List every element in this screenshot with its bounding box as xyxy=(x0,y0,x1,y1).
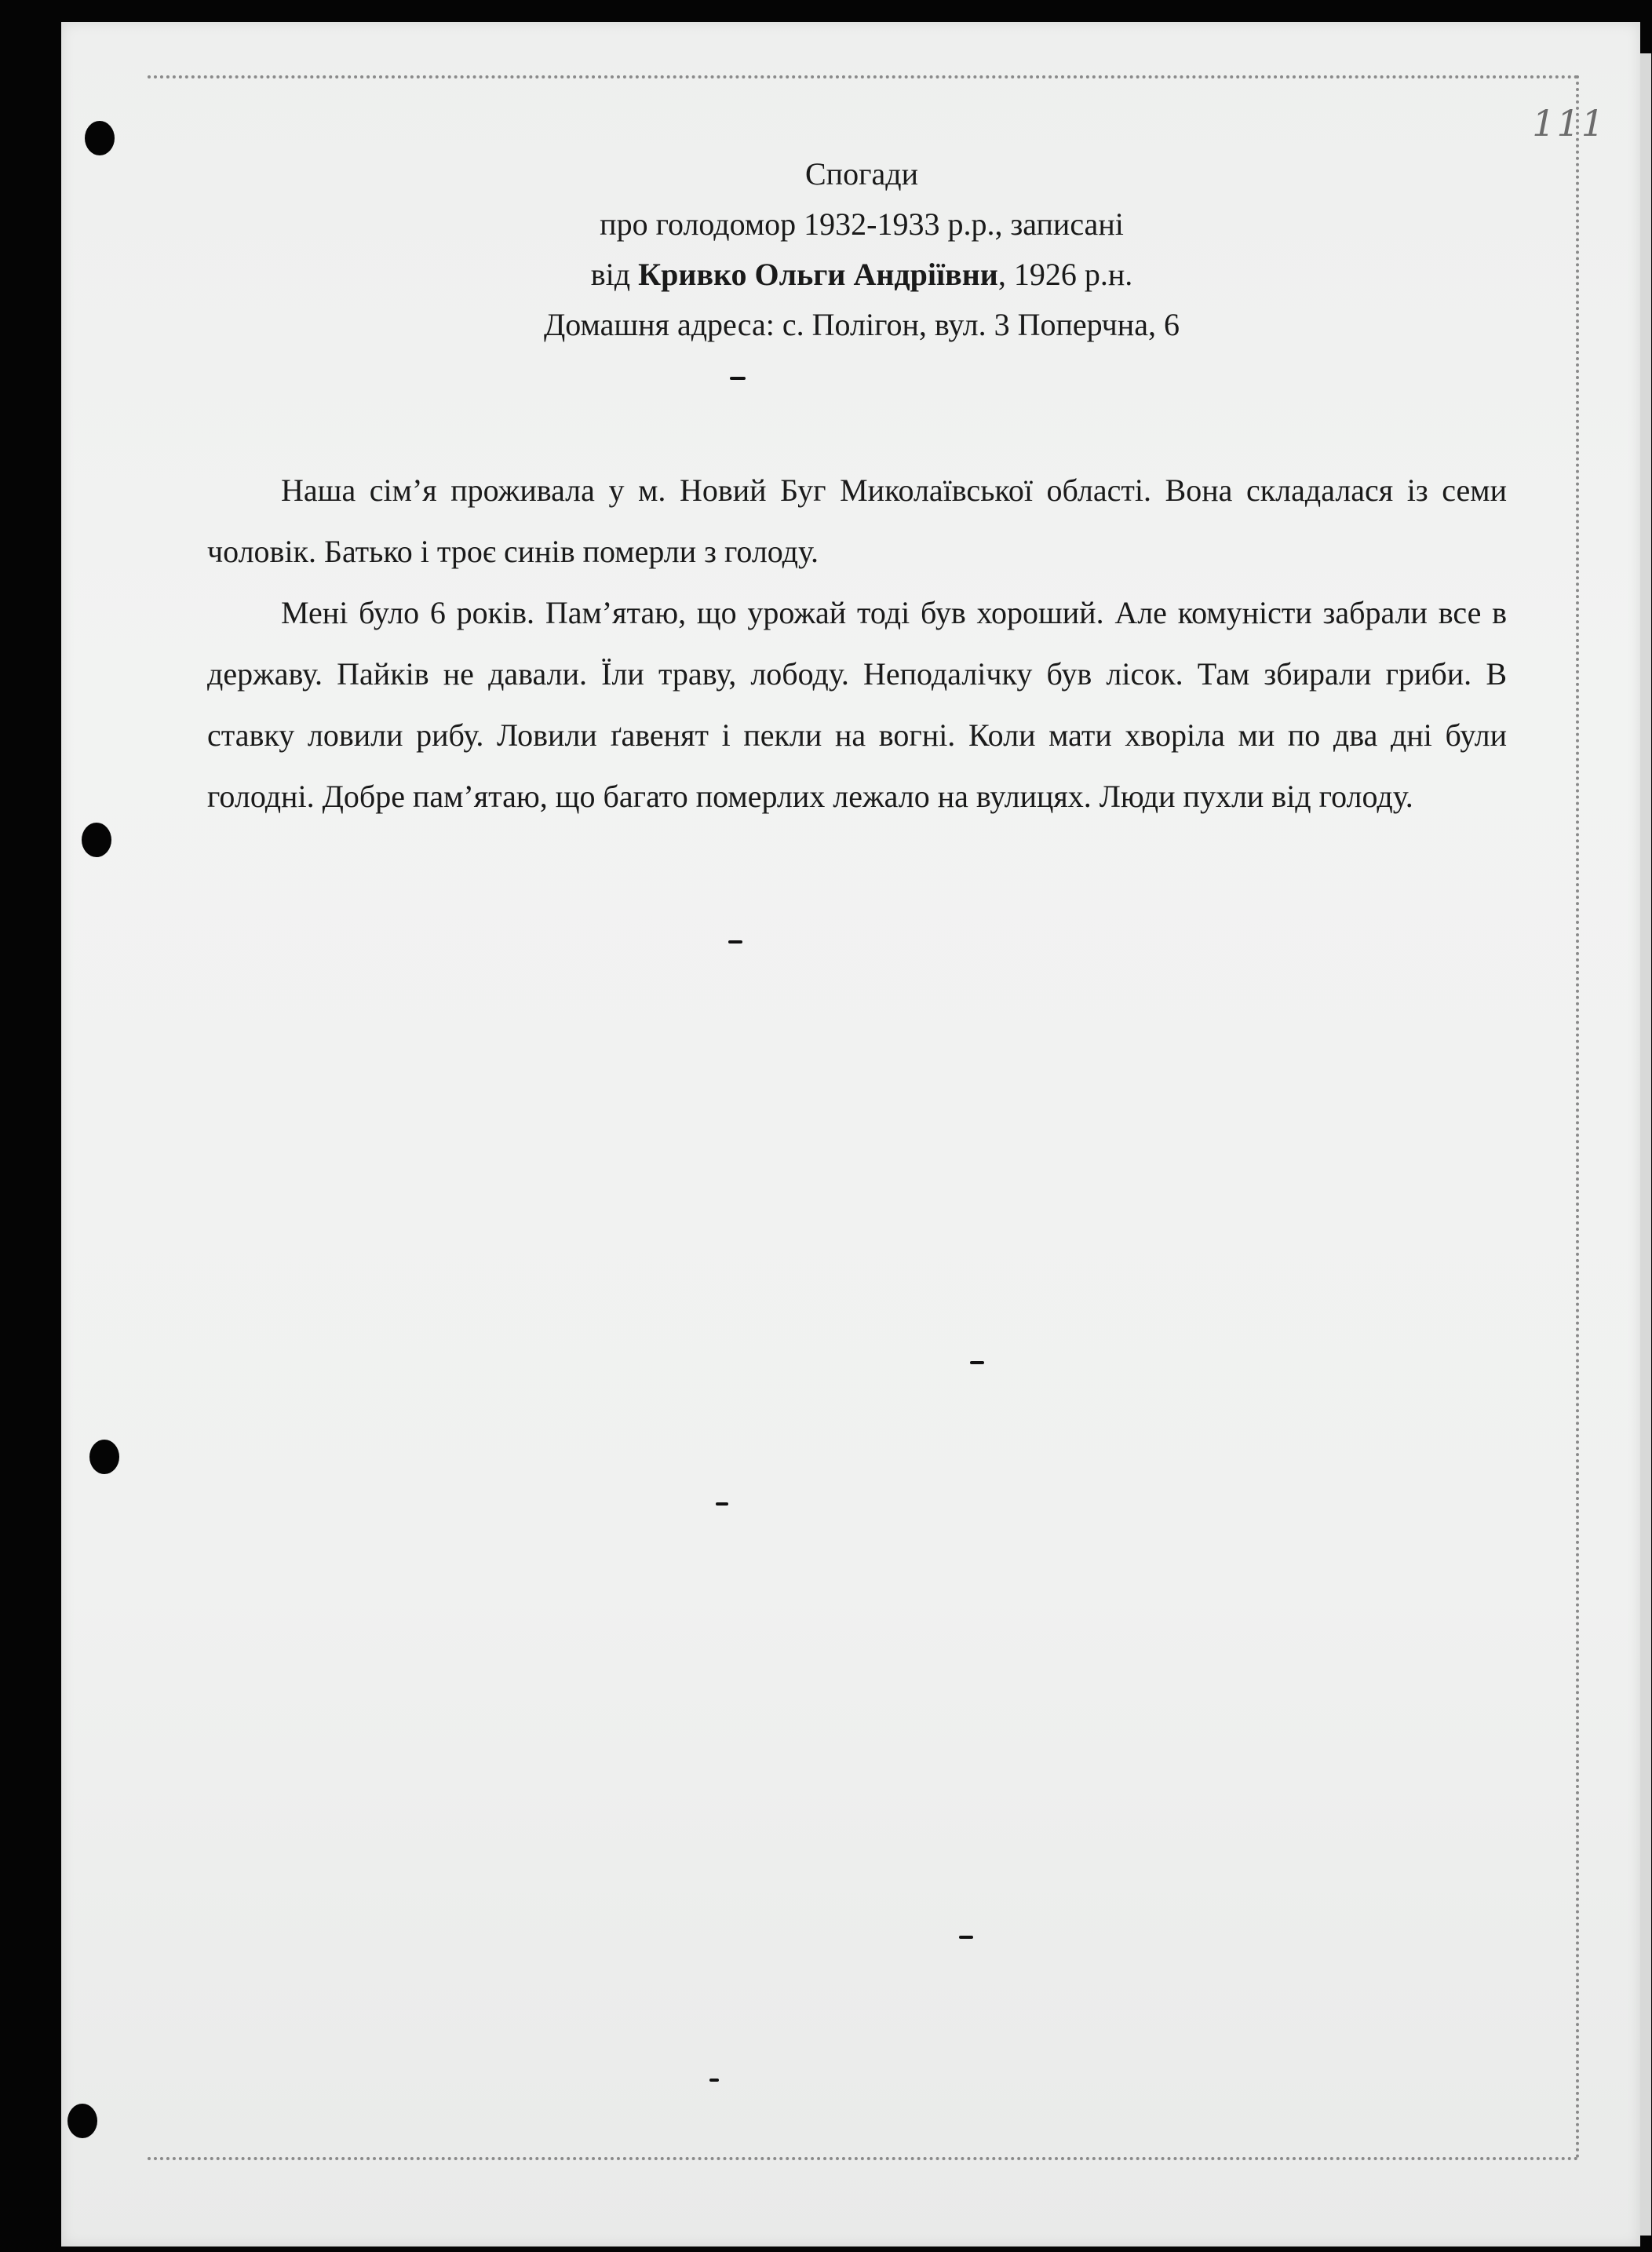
scan-speck xyxy=(730,377,746,380)
header-subject-line: про голодомор 1932-1933 р.р., записані xyxy=(600,206,1124,242)
punch-hole xyxy=(82,823,111,857)
punch-hole xyxy=(89,1440,119,1474)
narrator-birth-year: , 1926 р.н. xyxy=(997,257,1133,292)
archive-folio-number: 111 xyxy=(1532,102,1606,144)
paragraph-2: Мені було 6 років. Пам’ятаю, що урожай тоді був хороший. Але комуністи забрали все в державу. Пайків не давали. Їли траву, лободу. Неподалічку був лісок. Там збирали гриби. В ставку ловили рибу. Ловили ґавенят і пекли на вогні. Коли мати хворіла ми по два дні були голодні. Добре пам’ятаю, що багато померлих лежало на вулицях. Люди пухли від голоду. xyxy=(207,595,1507,814)
narrator-name: Кривко Ольги Андріївни xyxy=(638,257,998,292)
testimony-body xyxy=(207,460,1507,827)
punch-hole xyxy=(85,121,115,155)
paragraph-1: Наша сім’я проживала у м. Новий Буг Миколаївської області. Вона складалася із семи чоловік. Батько і троє синів померли з голоду. xyxy=(207,473,1507,569)
narrator-prefix: від xyxy=(590,257,639,292)
scan-speck xyxy=(970,1361,984,1364)
scan-speck xyxy=(716,1502,728,1506)
header-narrator-line xyxy=(187,250,1537,300)
paper-sheet xyxy=(61,22,1640,2247)
scan-speck xyxy=(959,1936,973,1939)
punch-hole xyxy=(67,2104,97,2138)
document-title: Спогади xyxy=(804,156,918,192)
header-address-line: Домашня адреса: с. Полігон, вул. 3 Поперчна, 6 xyxy=(544,307,1180,342)
scan-speck xyxy=(709,2079,719,2082)
sheet-edge xyxy=(1640,53,1651,2236)
document-header xyxy=(187,149,1537,350)
dotted-border-frame xyxy=(148,75,1579,2160)
scan-speck xyxy=(728,940,742,944)
